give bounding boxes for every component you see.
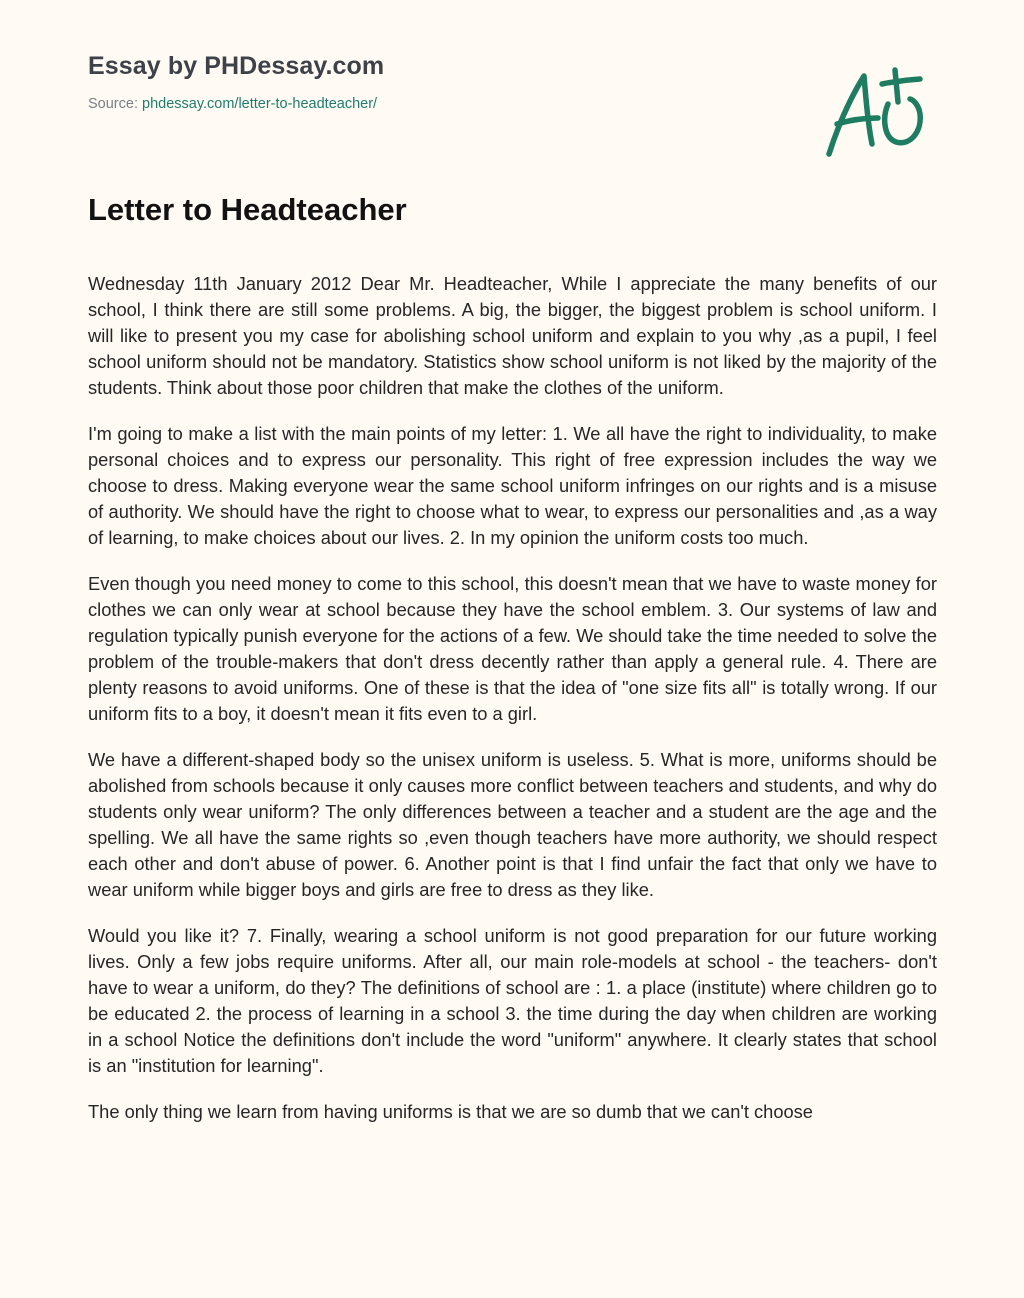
site-header — [88, 50, 384, 114]
source-label: Source: — [88, 96, 142, 112]
site-title: Essay by PHDessay.com — [88, 52, 385, 80]
source-line — [88, 94, 384, 114]
essay-paragraph: Would you like it? 7. Finally, wearing a school uniform is not good preparation for our future working lives. Only a few jobs require uniforms. After all, our main role-models at school - the teachers- don't have to wear a uniform, do they? The definitions of school are : 1. a place (institute) where children go to be educated 2. the process of learning in a school 3. the time during the day when children are working in a school Notice the definitions don't include the word "uniform" anywhere. It clearly states that school is an "institution for learning". — [88, 925, 937, 1076]
source-link[interactable]: phdessay.com/letter-to-headteacher/ — [142, 96, 378, 112]
essay-paragraph: We have a different-shaped body so the unisex uniform is useless. 5. What is more, uniforms should be abolished from schools because it only causes more conflict between teachers and students, and why do students only wear uniform? The only differences between a teacher and a student are the age and the spelling. We all have the same rights so ,even though teachers have more authority, we should respect each other and don't abuse of power. 6. Another point is that I find unfair the fact that only we have to wear uniform while bigger boys and girls are free to dress as they like. — [88, 749, 937, 900]
essay-paragraph: Even though you need money to come to this school, this doesn't mean that we have to waste money for clothes we can only wear at school because they have the school emblem. 3. Our systems of law and regulation typically punish everyone for the actions of a few. We should take the time needed to solve the problem of the trouble-makers that don't dress decently rather than apply a general rule. 4. There are plenty reasons to avoid uniforms. One of these is that the idea of "one size fits all" is totally wrong. If our uniform fits to a boy, it doesn't mean it fits even to a girl. — [88, 573, 937, 724]
a-plus-grade-icon — [822, 62, 932, 162]
essay-body — [88, 271, 937, 1145]
document-title: Letter to Headteacher — [88, 192, 407, 227]
essay-paragraph: I'm going to make a list with the main points of my letter: 1. We all have the right to individuality, to make personal choices and to express our personality. This right of free expression includes the way we choose to dress. Making everyone wear the same school uniform infringes on our rights and is a misuse of authority. We should have the right to choose what to wear, to express our personalities and ,as a way of learning, to make choices about our lives. 2. In my opinion the uniform costs too much. — [88, 423, 937, 548]
essay-paragraph: Wednesday 11th January 2012 Dear Mr. Headteacher, While I appreciate the many benefits of our school, I think there are still some problems. A big, the bigger, the biggest problem is school uniform. I will like to present you my case for abolishing school uniform and explain to you why ,as a pupil, I feel school uniform should not be mandatory. Statistics show school uniform is not liked by the majority of the students. Think about those poor children that make the clothes of the uniform. — [88, 273, 937, 398]
essay-paragraph: The only thing we learn from having uniforms is that we are so dumb that we can't choose — [88, 1101, 813, 1122]
